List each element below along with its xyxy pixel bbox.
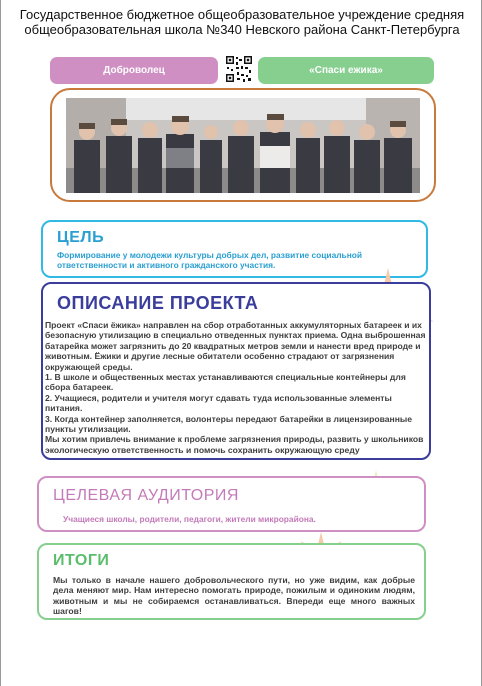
- description-text: [45, 320, 427, 455]
- description-step-1: 1. В школе и общественных местах устанавливаются специальные контейнеры для сбора батареек.: [45, 372, 406, 393]
- description-closing: Мы хотим привлечь внимание к проблеме загрязнения природы, развить у школьников экологическую ответственность и помочь сохранить окружающую среду: [45, 434, 424, 455]
- description-step-2: 2. Учащиеся, родители и учителя могут сдавать туда использованные элементы питания.: [45, 392, 392, 414]
- audience-text: Учащиеся школы, родители, педагоги, жители микрорайона.: [63, 514, 316, 524]
- school-name: Государственное бюджетное общеобразовательное учреждение средняя общеобразовательная школа №340 Невского района Санкт-Петербурга: [19, 7, 465, 37]
- group-photo: [66, 98, 420, 193]
- description-title: ОПИСАНИЕ ПРОЕКТА: [57, 293, 259, 313]
- description-step-3: 3. Когда контейнер заполняется, волонтеры передают батарейки в лицензированные пункты утилизации.: [45, 413, 413, 435]
- results-title: ИТОГИ: [53, 552, 110, 569]
- project-badge: «Спаси ежика»: [258, 57, 434, 84]
- results-text: Мы только в начале нашего добровольческого пути, но уже видим, как добрые дела меняют мир. Нам интересно помогать природе, пожилым и одиноким людям, животным и мы не собираемся останавливаться. Впереди еще много важных шагов!: [53, 575, 415, 617]
- goal-text: Формирование у молодежи культуры добрых дел, развитие социальной ответственности и активного гражданского участия.: [57, 250, 363, 271]
- audience-section: [37, 476, 426, 532]
- volunteer-badge: Доброволец: [50, 57, 218, 84]
- goal-title: ЦЕЛЬ: [57, 229, 105, 246]
- results-section: [37, 543, 426, 620]
- qr-code-icon: [225, 55, 253, 83]
- audience-title: ЦЕЛЕВАЯ АУДИТОРИЯ: [53, 487, 239, 504]
- description-section: [41, 282, 431, 460]
- description-paragraph: Проект «Спаси ёжика» направлен на сбор отработанных аккумуляторных батареек и их безопасную утилизацию в специально отведенных пунктах приема. Одна выброшенная батарейка может загрязнить до 20 квадратных метров земли и нанести вред природе и животным. Ёжики и другие лесные обитатели особенно страдают от загрязнения окружающей среды.: [45, 320, 426, 372]
- photo-frame: [50, 88, 436, 202]
